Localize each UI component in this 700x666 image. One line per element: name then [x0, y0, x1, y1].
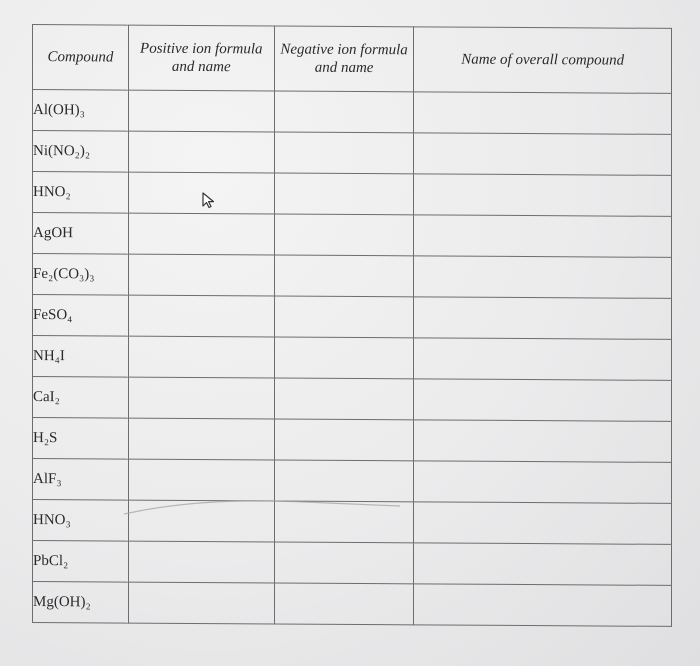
header-overall-name: Name of overall compound — [414, 27, 672, 94]
positive-ion-cell[interactable] — [128, 131, 274, 173]
positive-ion-cell[interactable] — [128, 295, 274, 337]
table-row — [33, 541, 672, 586]
compound-cell: Ni(NO₂)₂ — [33, 131, 129, 173]
negative-ion-cell[interactable] — [274, 337, 414, 379]
table-row — [33, 418, 672, 463]
table-row — [33, 336, 672, 381]
mouse-pointer-icon — [200, 191, 218, 209]
compound-cell: AlF₃ — [33, 459, 129, 501]
positive-ion-cell[interactable] — [128, 418, 274, 460]
negative-ion-cell[interactable] — [274, 173, 414, 215]
overall-name-cell[interactable] — [414, 379, 672, 422]
positive-ion-cell[interactable] — [128, 90, 274, 132]
overall-name-cell[interactable] — [414, 420, 672, 463]
header-negative-ion: Negative ion formula and name — [274, 26, 414, 92]
table-row — [33, 213, 672, 258]
table-row — [33, 254, 672, 299]
overall-name-cell[interactable] — [414, 133, 672, 176]
ion-worksheet-table — [32, 24, 672, 627]
overall-name-cell[interactable] — [414, 461, 672, 504]
positive-ion-cell[interactable] — [128, 582, 274, 624]
compound-cell: Mg(OH)₂ — [33, 582, 129, 624]
compound-cell: NH₄I — [33, 336, 129, 378]
compound-cell: H₂S — [33, 418, 129, 460]
header-positive-ion: Positive ion formula and name — [128, 25, 274, 91]
overall-name-cell[interactable] — [414, 256, 672, 299]
positive-ion-cell[interactable] — [128, 213, 274, 255]
header-row — [33, 25, 672, 94]
overall-name-cell[interactable] — [414, 543, 672, 586]
compound-cell: Al(OH)₃ — [33, 90, 129, 132]
compound-cell: CaI₂ — [33, 377, 129, 419]
positive-ion-cell[interactable] — [128, 336, 274, 378]
pen-stroke-mark — [120, 494, 420, 524]
negative-ion-cell[interactable] — [274, 542, 414, 584]
table-row — [33, 90, 672, 135]
positive-ion-cell[interactable] — [128, 254, 274, 296]
compound-cell: HNO₂ — [33, 172, 129, 214]
overall-name-cell[interactable] — [414, 92, 672, 135]
table-row — [33, 172, 672, 217]
negative-ion-cell[interactable] — [274, 255, 414, 297]
overall-name-cell[interactable] — [414, 215, 672, 258]
overall-name-cell[interactable] — [414, 338, 672, 381]
compound-cell: AgOH — [33, 213, 129, 255]
header-compound: Compound — [33, 25, 129, 91]
compound-cell: Fe₂(CO₃)₃ — [33, 254, 129, 296]
compound-cell: PbCl₂ — [33, 541, 129, 583]
negative-ion-cell[interactable] — [274, 419, 414, 461]
negative-ion-cell[interactable] — [274, 132, 414, 174]
negative-ion-cell[interactable] — [274, 583, 414, 625]
table-row — [33, 295, 672, 340]
table-row — [33, 131, 672, 176]
overall-name-cell[interactable] — [414, 297, 672, 340]
negative-ion-cell[interactable] — [274, 296, 414, 338]
negative-ion-cell[interactable] — [274, 378, 414, 420]
overall-name-cell[interactable] — [414, 174, 672, 217]
compound-cell: HNO₃ — [33, 500, 129, 542]
overall-name-cell[interactable] — [414, 502, 672, 545]
negative-ion-cell[interactable] — [274, 214, 414, 256]
overall-name-cell[interactable] — [414, 584, 672, 627]
negative-ion-cell[interactable] — [274, 91, 414, 133]
positive-ion-cell[interactable] — [128, 377, 274, 419]
table-row — [33, 377, 672, 422]
compound-cell: FeSO₄ — [33, 295, 129, 337]
positive-ion-cell[interactable] — [128, 541, 274, 583]
table-row — [33, 582, 672, 627]
